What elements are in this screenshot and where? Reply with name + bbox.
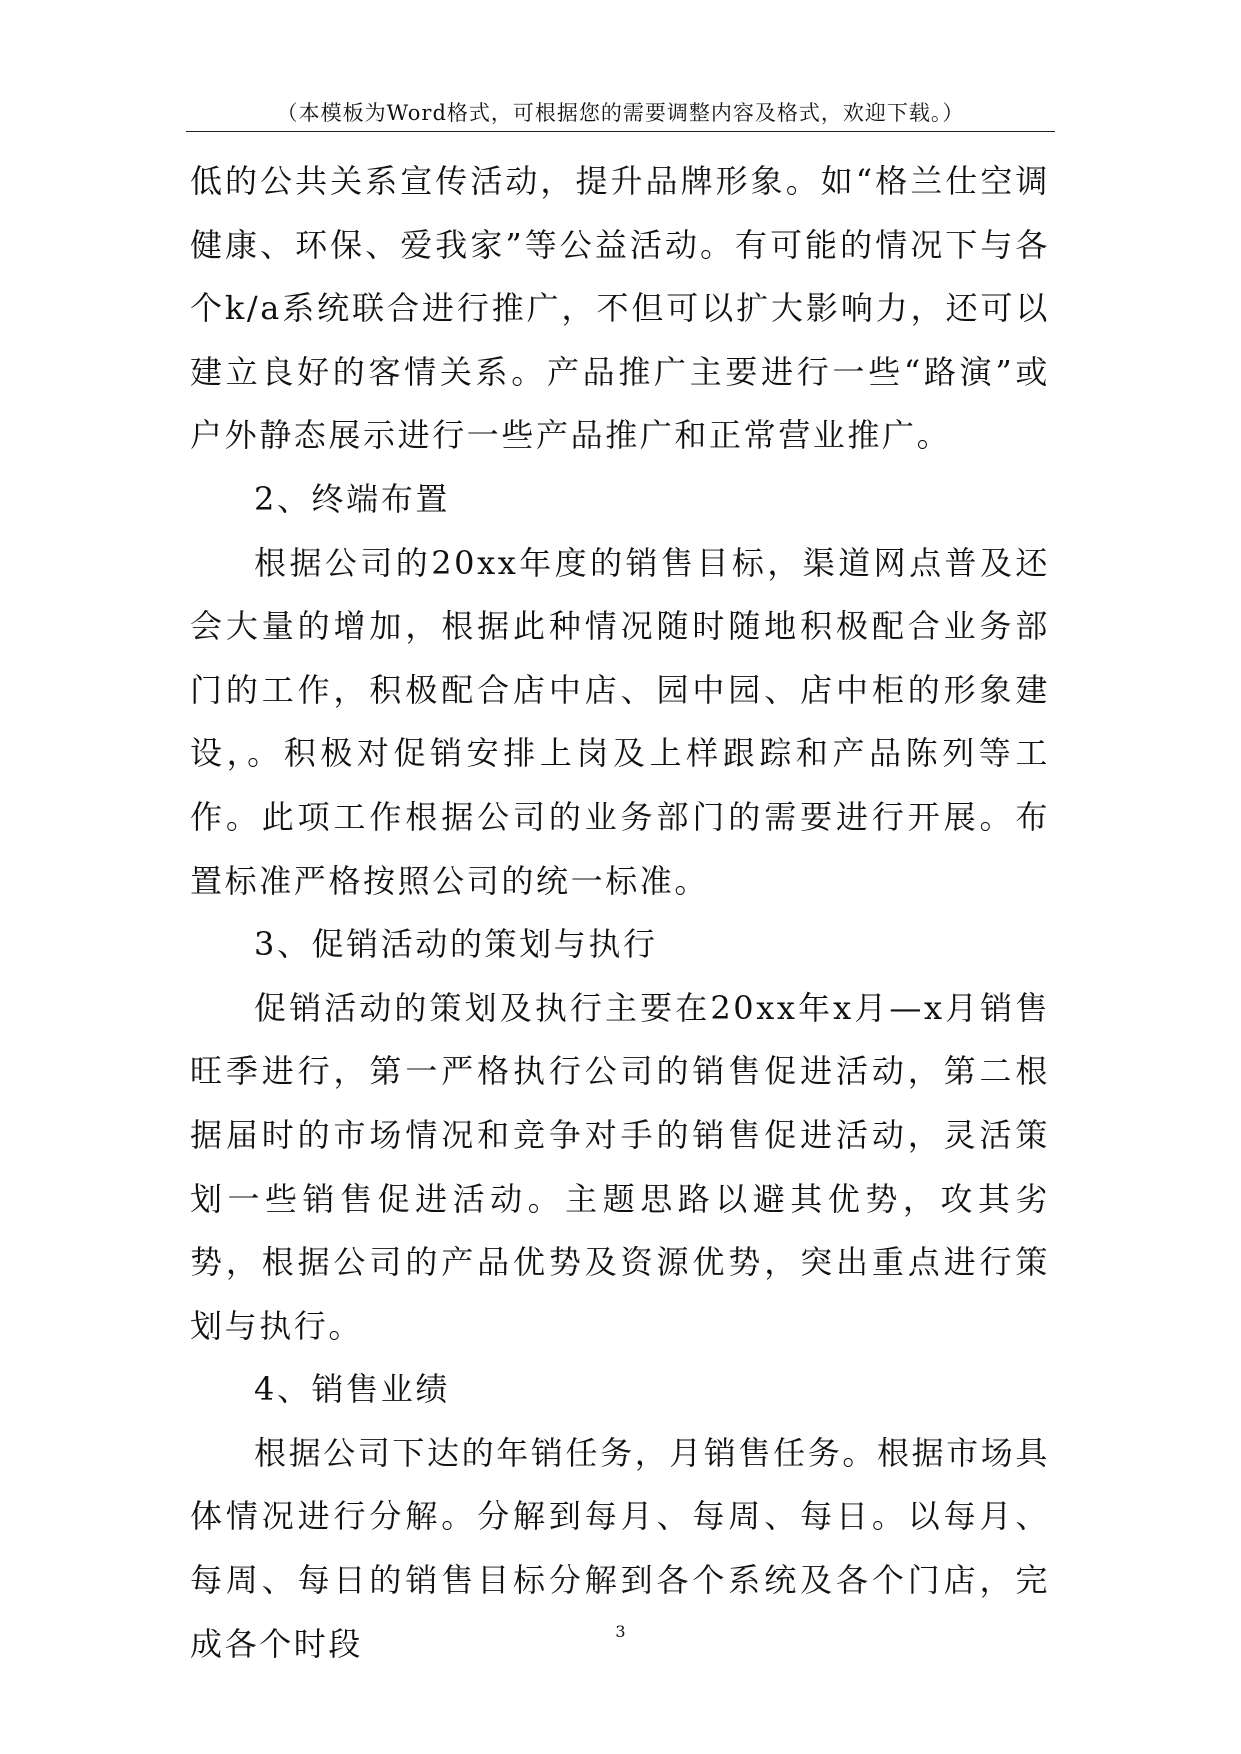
paragraph-promotion-planning: 促销活动的策划及执行主要在20xx年x月—x月销售旺季进行，第一严格执行公司的销售促进活动，第二根据届时的市场情况和竞争对手的销售促进活动，灵活策划一些销售促进活动。主题思路以避其优势，攻其劣势，根据公司的产品优势及资源优势，突出重点进行策划与执行。	[190, 988, 1050, 1345]
heading-promotion-planning: 3、促销活动的策划与执行	[254, 925, 658, 964]
page-number: 3	[615, 1622, 626, 1641]
heading-terminal-layout: 2、终端布置	[254, 479, 450, 518]
paragraph-terminal-layout: 根据公司的20xx年度的销售目标，渠道网点普及还会大量的增加，根据此种情况随时随地积极配合业务部门的工作，积极配合店中店、园中园、店中柜的形象建设，。积极对促销安排上岗及上样跟踪和产品陈列等工作。此项工作根据公司的业务部门的需要进行开展。布置标准严格按照公司的统一标准。	[190, 543, 1050, 900]
document-body	[190, 150, 1050, 1676]
header-divider	[186, 131, 1055, 132]
heading-sales-performance: 4、销售业绩	[254, 1370, 450, 1409]
template-notice-header: （本模板为Word格式，可根据您的需要调整内容及格式，欢迎下载。）	[276, 101, 965, 125]
paragraph-sales-performance: 根据公司下达的年销任务，月销售任务。根据市场具体情况进行分解。分解到每月、每周、每日。以每月、每周、每日的销售目标分解到各个系统及各个门店，完成各个时段	[190, 1433, 1050, 1663]
paragraph-promotion: 低的公共关系宣传活动，提升品牌形象。如“格兰仕空调健康、环保、爱我家”等公益活动。有可能的情况下与各个k/a系统联合进行推广，不但可以扩大影响力，还可以建立良好的客情关系。产品推广主要进行一些“路演”或户外静态展示进行一些产品推广和正常营业推广。	[190, 162, 1050, 455]
